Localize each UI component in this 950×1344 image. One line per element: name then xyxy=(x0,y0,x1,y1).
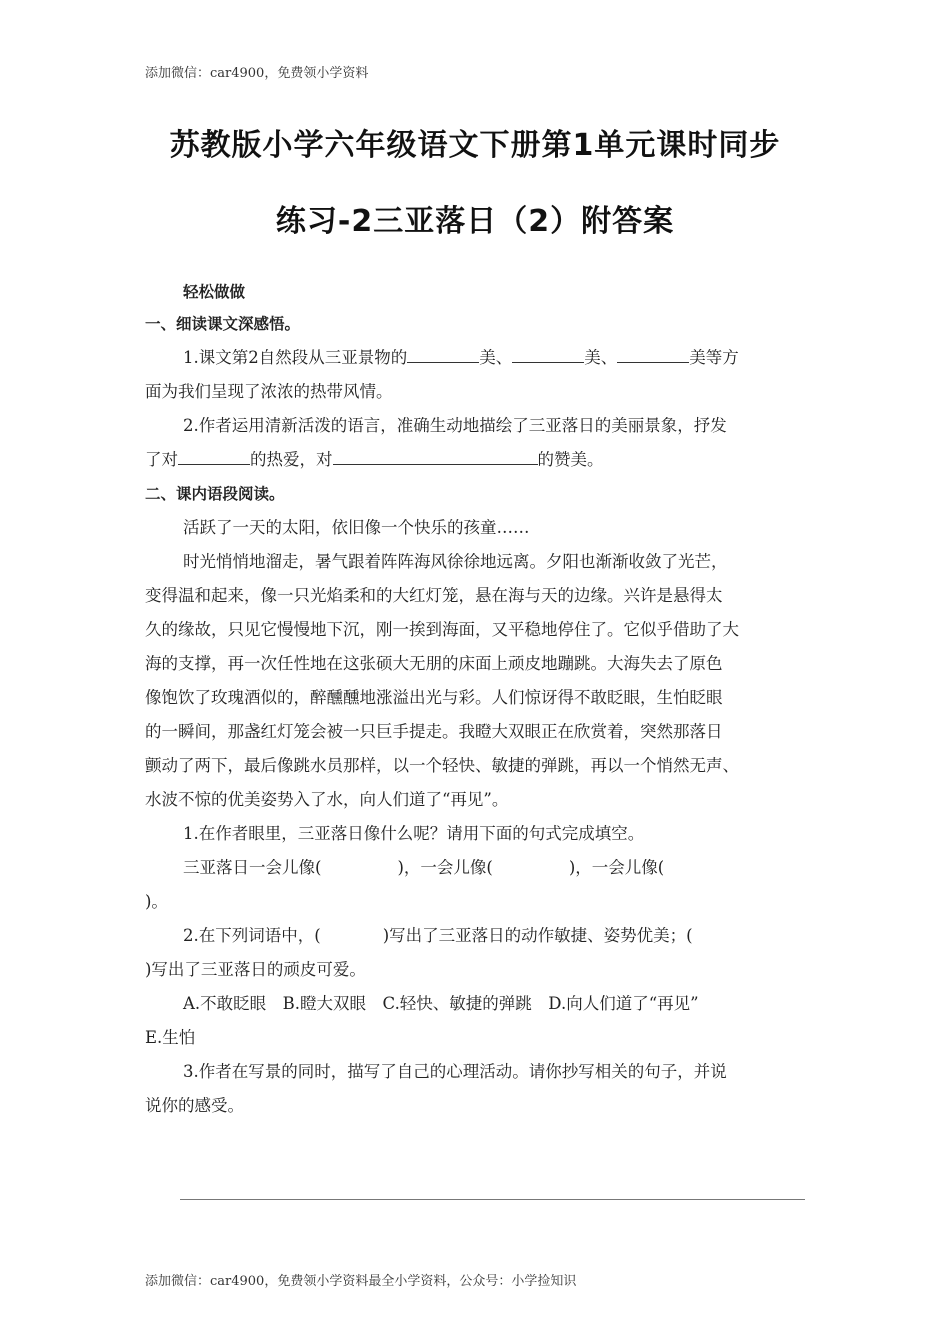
part2-question3: 3.作者在写景的同时，描写了自己的心理活动。请你抄写相关的句子，并说 xyxy=(183,1062,727,1081)
part2-q2-a: 2.在下列词语中，( xyxy=(183,926,321,945)
part1-q2-mid: 的热爱，对 xyxy=(250,450,333,469)
part1-q2-continuation xyxy=(145,443,807,477)
answer-writing-line[interactable] xyxy=(180,1199,805,1200)
passage-line: 久的缘故，只见它慢慢地下沉，刚一挨到海面，又平稳地停住了。它似乎借助了大 xyxy=(145,620,739,639)
part1-q1-tail: 美等方 xyxy=(689,348,739,367)
fill-blank-5[interactable] xyxy=(333,444,538,465)
footer-note: 添加微信：car4900，免费领小学资料最全小学资料，公众号：小学捡知识 xyxy=(145,1274,577,1289)
pattern-part-c: )，一会儿像( xyxy=(568,858,665,877)
part2-q2-continuation: )写出了三亚落日的顽皮可爱。 xyxy=(145,960,366,979)
pattern-part-b: )，一会儿像( xyxy=(397,858,493,877)
part1-heading: 一、细读课文深感悟。 xyxy=(145,315,301,333)
part1-q1-prefix: 1.课文第2自然段从三亚景物的 xyxy=(183,348,408,367)
part1-question1 xyxy=(145,341,807,375)
header-note: 添加微信：car4900，免费领小学资料 xyxy=(145,66,369,81)
worksheet-body xyxy=(145,278,807,1123)
part1-q1-sep1: 美、 xyxy=(479,348,513,367)
passage-line: 像饱饮了玫瑰酒似的，醉醺醺地涨溢出光与彩。人们惊讶得不敢眨眼，生怕眨眼 xyxy=(145,688,723,707)
passage-line: 变得温和起来，像一只光焰柔和的大红灯笼，悬在海与天的边缘。兴许是悬得太 xyxy=(145,586,723,605)
part2-question2 xyxy=(145,919,807,953)
part2-question1: 1.在作者眼里，三亚落日像什么呢？请用下面的句式完成填空。 xyxy=(183,824,645,843)
passage-line: 颤动了两下，最后像跳水员那样，以一个轻快、敏捷的弹跳，再以一个悄然无声、 xyxy=(145,756,739,775)
part2-q2-b: )写出了三亚落日的动作敏捷、姿势优美；( xyxy=(382,926,693,945)
part1-q2-tail: 的赞美。 xyxy=(537,450,604,469)
part2-q3-continuation: 说你的感受。 xyxy=(145,1096,244,1115)
section-label: 轻松做做 xyxy=(183,283,246,301)
document-title-line2: 练习-2三亚落日（2）附答案 xyxy=(275,204,675,239)
passage-line: 活跃了一天的太阳，依旧像一个快乐的孩童…… xyxy=(183,518,530,537)
part1-q2-prefix: 了对 xyxy=(145,450,178,469)
part2-q2-option-e: E.生怕 xyxy=(145,1028,196,1047)
part2-q1-pattern-end: )。 xyxy=(145,892,168,911)
document-title-line1: 苏教版小学六年级语文下册第1单元课时同步 xyxy=(169,128,781,163)
part2-q2-options: A.不敢眨眼 B.瞪大双眼 C.轻快、敏捷的弹跳 D.向人们道了“再见” xyxy=(183,994,699,1013)
fill-blank-1[interactable] xyxy=(407,342,479,363)
part1-q1-sep2: 美、 xyxy=(584,348,618,367)
fill-blank-4[interactable] xyxy=(178,444,250,465)
passage-line: 海的支撑，再一次任性地在这张硕大无朋的床面上顽皮地蹦跳。大海失去了原色 xyxy=(145,654,723,673)
part1-q1-continuation: 面为我们呈现了浓浓的热带风情。 xyxy=(145,382,393,401)
fill-blank-2[interactable] xyxy=(512,342,584,363)
passage-line: 时光悄悄地溜走，暑气跟着阵阵海风徐徐地远离。夕阳也渐渐收敛了光芒， xyxy=(183,552,728,571)
passage-line: 的一瞬间，那盏红灯笼会被一只巨手提走。我瞪大双眼正在欣赏着，突然那落日 xyxy=(145,722,723,741)
part2-q1-pattern xyxy=(145,851,807,885)
pattern-part-a: 三亚落日一会儿像( xyxy=(183,858,322,877)
passage-line: 水波不惊的优美姿势入了水，向人们道了“再见”。 xyxy=(145,790,509,809)
part1-question2: 2.作者运用清新活泼的语言，准确生动地描绘了三亚落日的美丽景象，抒发 xyxy=(183,416,727,435)
fill-blank-3[interactable] xyxy=(617,342,689,363)
part2-heading: 二、课内语段阅读。 xyxy=(145,485,285,503)
